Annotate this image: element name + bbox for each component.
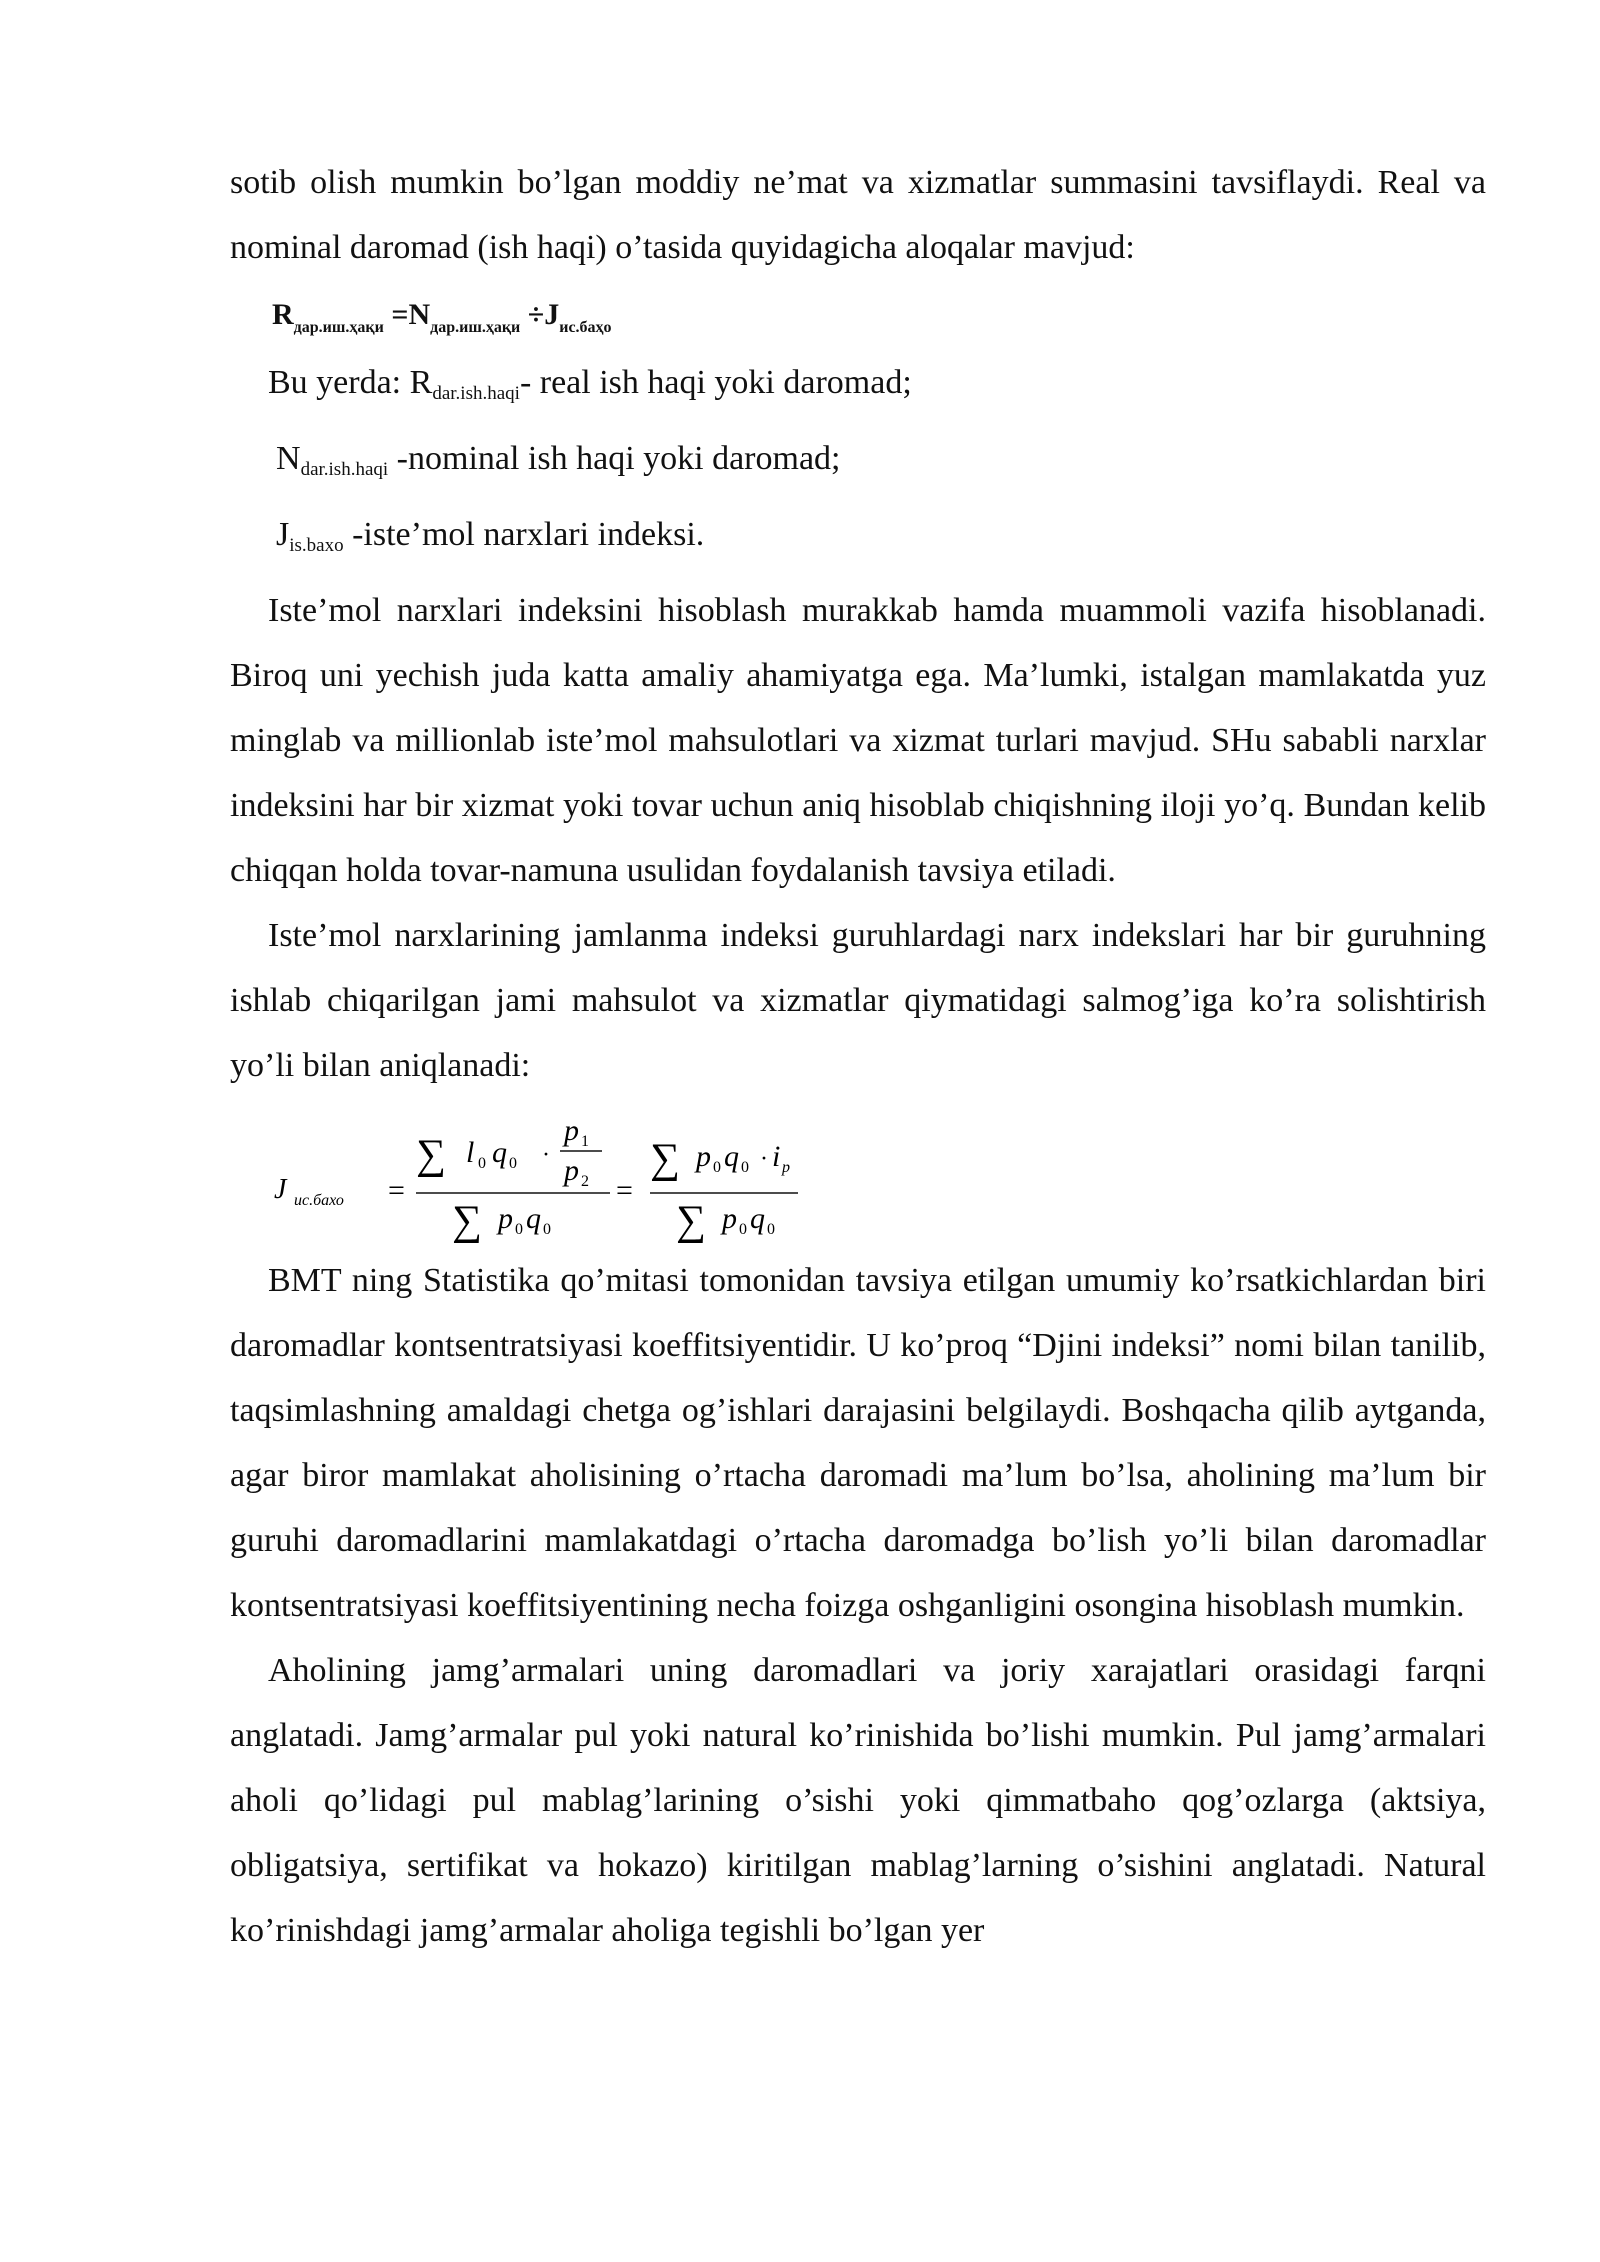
formula-subscript-n: дар.иш.ҳақи [430, 319, 521, 336]
paragraph-index-calculation: Iste’mol narxlari indeksini hisoblash murakkab hamda muammoli vazifa hisoblanadi. Biroq uni yechish juda katta amaliy ahamiyatga ega. Ma’lumki, istalgan mamlakatda yuz minglab va millionlab iste’mol mahsulotlari va xizmat turlari mavjud. SHu sababli narxlar indeksini har bir xizmat yoki tovar uchun aniq hisoblab chiqishning iloji yo’q. Bundan kelib chiqqan holda tovar-namuna usulidan foydalanish tavsiya etiladi. [230, 592, 1486, 889]
f2-q-den-1: q [526, 1202, 541, 1235]
f2-lhs: J [274, 1174, 287, 1205]
f2-sigma-num-2: ∑ [650, 1136, 680, 1182]
paragraph-intro: sotib olish mumkin bo’lgan moddiy ne’mat va xizmatlar summasini tavsiflaydi. Real va nominal daromad (ish haqi) o’tasida quyidagicha aloqalar mavjud: [230, 164, 1486, 266]
f2-p-num-2-sub: 0 [713, 1159, 721, 1176]
f2-sigma-den-2: ∑ [676, 1198, 706, 1244]
f2-p-den-1-sub: 0 [515, 1221, 523, 1238]
f2-q-num-2: q [724, 1140, 739, 1173]
definition-j-subscript: is.baxo [289, 535, 344, 556]
f2-q-num-2-sub: 0 [741, 1159, 749, 1176]
f2-sigma-den-1: ∑ [452, 1198, 482, 1244]
definition-r-subscript: dar.ish.haqi [432, 383, 520, 404]
definition-n-text: -nominal ish haqi yoki daromad; [388, 440, 841, 477]
f2-p2: p [564, 1154, 579, 1187]
definition-r-text: - real ish haqi yoki daromad; [519, 364, 912, 401]
f2-p-den-2: p [722, 1202, 737, 1235]
f2-q-num-1-sub: 0 [509, 1155, 517, 1172]
f2-dot-2: · [760, 1146, 768, 1172]
document-page [230, 150, 1486, 1963]
formula-subscript-j: ис.баҳо [559, 319, 612, 336]
definition-r [230, 350, 1486, 426]
definition-intro: Bu yerda: [268, 364, 410, 401]
definition-n-symbol: N [276, 440, 301, 477]
f2-sigma-num-1: ∑ [416, 1132, 446, 1178]
definition-r-symbol: R [409, 364, 433, 401]
paragraph-savings: Aholining jamg’armalari uning daromadlari va joriy xarajatlari orasidagi farqni anglatadi. Jamg’armalar pul yoki natural ko’rinishida bo’lishi mumkin. Pul jamg’armalari aholi qo’lidagi pul mablag’larining o’sishi yoki qimmatbaho qog’ozlarga (aktsiya, obligatsiya, sertifikat va hokazo) kiritilgan mablag’larning o’sishini anglatadi. Natural ko’rinishdagi jamg’armalar aholiga tegishli bo’lgan yer [230, 1652, 1486, 1949]
f2-i: i [772, 1140, 781, 1173]
f2-p-den-2-sub: 0 [739, 1221, 747, 1238]
f2-q-num-1: q [492, 1136, 507, 1169]
formula-equals: = [391, 298, 409, 331]
formula-price-index-svg [230, 1098, 930, 1248]
f2-q-den-2-sub: 0 [767, 1221, 775, 1238]
definition-j [230, 502, 1486, 578]
f2-p-den-1: p [498, 1202, 513, 1235]
definition-n-subscript: dar.ish.haqi [300, 459, 389, 480]
f2-l-sub: 0 [478, 1155, 486, 1172]
paragraph-gini-index: BMT ning Statistika qo’mitasi tomonidan tavsiya etilgan umumiy ko’rsatkichlardan biri daromadlar kontsentratsiyasi koeffitsiyentidir. U ko’proq “Djini indeksi” nomi bilan tanilib, taqsimlashning amaldagi chetga og’ishlari darajasini belgilaydi. Boshqacha qilib aytganda, agar biror mamlakat aholisining o’rtacha daromadi ma’lum bo’lsa, aholining ma’lum bir guruhi daromadlarini mamlakatdagi o’rtacha daromadga bo’lish yo’li bilan daromadlar kontsentratsiyasi koeffitsiyentining necha foizga oshganligini osongina hisoblash mumkin. [230, 1262, 1486, 1624]
formula-symbol-n: N [408, 298, 431, 331]
definition-n [230, 426, 1486, 502]
f2-dot-1: · [542, 1142, 550, 1168]
formula-divide: ÷ [527, 298, 545, 331]
formula-subscript-r: дар.иш.ҳақи [293, 319, 384, 336]
f2-p-num-2: p [696, 1140, 711, 1173]
definition-j-symbol: J [276, 516, 290, 553]
f2-i-sub: p [782, 1159, 790, 1176]
formula-real-income [230, 280, 1486, 350]
f2-l: l [466, 1136, 475, 1169]
f2-equals-2: = [616, 1174, 633, 1207]
f2-p1-sub: 1 [581, 1133, 589, 1150]
f2-p2-sub: 2 [581, 1173, 589, 1190]
formula-symbol-j: J [544, 298, 560, 331]
f2-q-den-1-sub: 0 [543, 1221, 551, 1238]
f2-equals-1: = [388, 1174, 405, 1207]
f2-lhs-sub: ис.бахо [294, 1192, 344, 1209]
f2-q-den-2: q [750, 1202, 765, 1235]
paragraph-aggregate-index: Iste’mol narxlarining jamlanma indeksi guruhlardagi narx indekslari har bir guruhning ishlab chiqarilgan jami mahsulot va xizmatlar qiymatidagi salmog’iga ko’ra solishtirish yo’li bilan aniqlanadi: [230, 917, 1486, 1084]
formula-price-index [230, 1098, 1486, 1248]
definition-j-text: -iste’mol narxlari indeksi. [343, 516, 705, 553]
formula-symbol-r: R [272, 298, 294, 331]
f2-p1: p [564, 1114, 579, 1147]
